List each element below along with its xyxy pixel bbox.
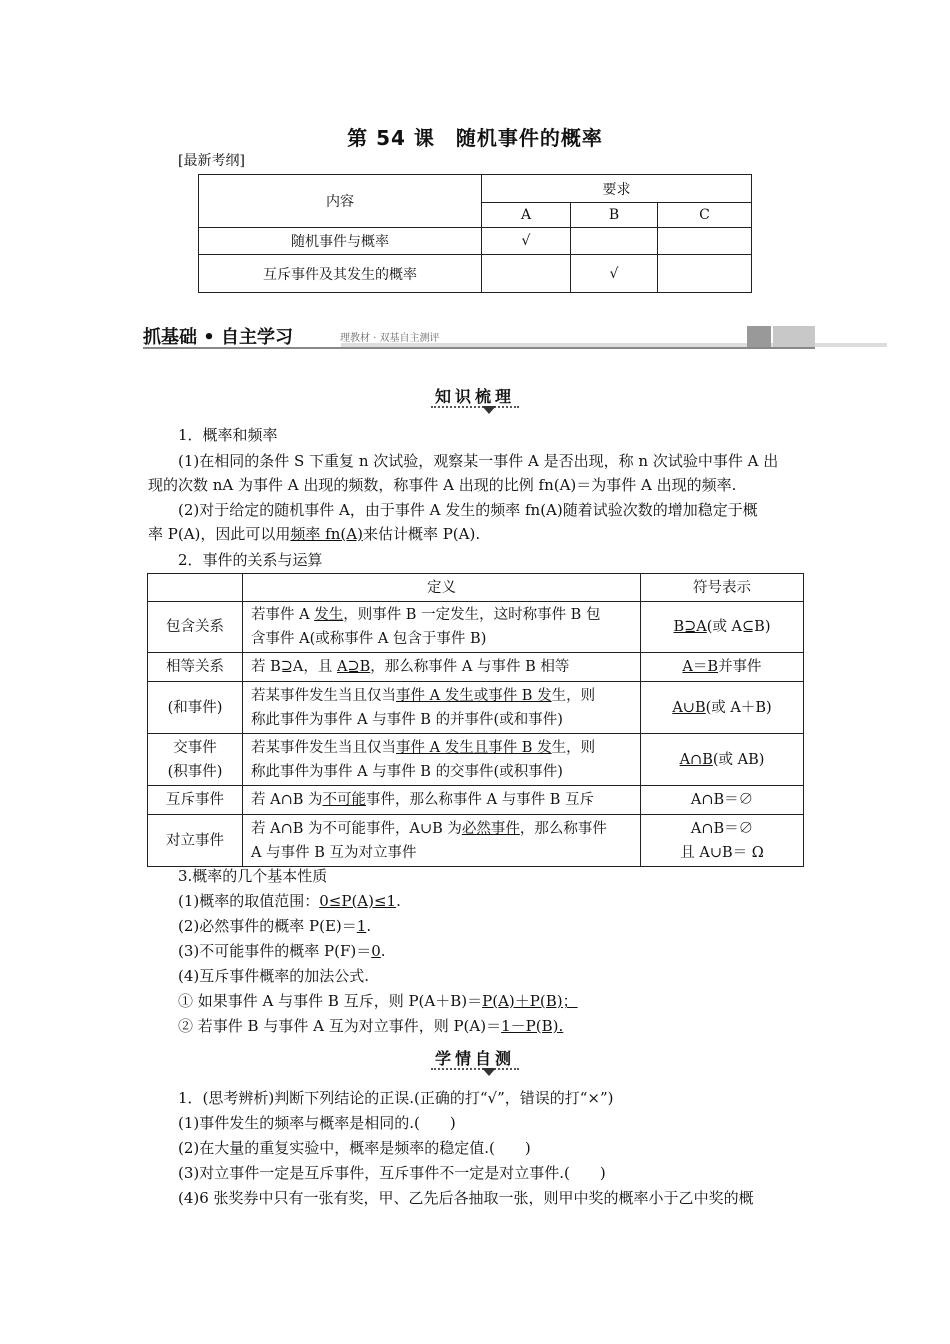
q1-item: (2)在大量的重复实验中，概率是频率的稳定值.( ) bbox=[178, 1139, 531, 1157]
triangle-icon bbox=[482, 406, 496, 414]
self-test-heading: 学情自测 bbox=[0, 1046, 950, 1069]
table-row: 包含关系 若事件 A 发生，则事件 B 一定发生，这时称事件 B 包 含事件 A(或称事件 A 包含于事件 B) B⊇A(或 A⊆B) bbox=[148, 602, 804, 653]
q1-item: (3)对立事件一定是互斥事件，互斥事件不一定是对立事件.( ) bbox=[178, 1164, 606, 1182]
level-b: B bbox=[571, 203, 658, 228]
syllabus-row-content: 随机事件与概率 bbox=[199, 228, 482, 255]
k3-line: (3)不可能事件的概率 P(F)＝0. bbox=[178, 942, 386, 960]
banner-subtitle: 理教材 · 双基自主测评 bbox=[340, 333, 440, 344]
banner-decor bbox=[773, 326, 815, 347]
table-row: 交事件 (积事件) 若某事件发生当且仅当事件 A 发生且事件 B 发生，则 称此事件为事件 A 与事件 B 的交事件(或积事件) A∩B(或 AB) bbox=[148, 734, 804, 786]
syllabus-row-content: 互斥事件及其发生的概率 bbox=[199, 255, 482, 293]
table-head-def: 定义 bbox=[243, 574, 641, 602]
section-banner bbox=[143, 323, 815, 349]
k3-title: 3.概率的几个基本性质 bbox=[178, 867, 328, 885]
k3-line: ① 如果事件 A 与事件 B 互斥，则 P(A＋B)＝P(A)＋P(B)； bbox=[178, 992, 578, 1010]
k2-title: 2．事件的关系与运算 bbox=[178, 551, 323, 569]
k1-para: (1)在相同的条件 S 下重复 n 次试验，观察某一事件 A 是否出现，称 n 次试验中事件 A 出 bbox=[178, 452, 779, 470]
syllabus-row-a bbox=[482, 255, 571, 293]
syllabus-row-b: √ bbox=[571, 255, 658, 293]
section-label: [最新考纲] bbox=[178, 153, 245, 169]
table-row: 对立事件 若 A∩B 为不可能事件，A∪B 为必然事件，那么称事件 A 与事件 B 互为对立事件 A∩B＝∅ 且 A∪B＝ Ω bbox=[148, 815, 804, 867]
k3-line: (4)互斥事件概率的加法公式. bbox=[178, 967, 370, 985]
q1-item: (4)6 张奖券中只有一张有奖，甲、乙先后各抽取一张，则甲中奖的概率小于乙中奖的概 bbox=[178, 1189, 754, 1207]
syllabus-row-c bbox=[658, 228, 752, 255]
k3-line: (1)概率的取值范围：0≤P(A)≤1. bbox=[178, 892, 401, 910]
table-row: 相等关系 若 B⊇A，且 A⊇B，那么称事件 A 与事件 B 相等 A＝B并事件 bbox=[148, 653, 804, 682]
k1-para: 率 P(A)，因此可以用频率 fn(A)来估计概率 P(A). bbox=[148, 525, 481, 543]
q1-title: 1．(思考辨析)判断下列结论的正误.(正确的打“√”，错误的打“×”) bbox=[178, 1089, 614, 1107]
page-title: 第 54 课 随机事件的概率 bbox=[347, 126, 603, 150]
syllabus-row-c bbox=[658, 255, 752, 293]
k3-line: (2)必然事件的概率 P(E)＝1. bbox=[178, 917, 372, 935]
banner-decor bbox=[747, 326, 771, 347]
syllabus-row-a: √ bbox=[482, 228, 571, 255]
level-c: C bbox=[658, 203, 752, 228]
k1-para: 现的次数 nA 为事件 A 出现的频数，称事件 A 出现的比例 fn(A)＝为事件 A 出现的频率. bbox=[148, 476, 737, 494]
relations-table bbox=[147, 573, 804, 867]
k1-para: (2)对于给定的随机事件 A，由于事件 A 发生的频率 fn(A)随着试验次数的增加稳定于概 bbox=[178, 501, 758, 519]
q1-item: (1)事件发生的频率与概率是相同的.( ) bbox=[178, 1114, 456, 1132]
table-head-sym: 符号表示 bbox=[641, 574, 804, 602]
knowledge-heading: 知识梳理 bbox=[0, 384, 950, 407]
syllabus-header-content: 内容 bbox=[199, 175, 482, 228]
table-row: 互斥事件 若 A∩B 为不可能事件，那么称事件 A 与事件 B 互斥 A∩B＝∅ bbox=[148, 786, 804, 815]
syllabus-row-b bbox=[571, 228, 658, 255]
table-row: (和事件) 若某事件发生当且仅当事件 A 发生或事件 B 发生，则 称此事件为事件 A 与事件 B 的并事件(或和事件) A∪B(或 A＋B) bbox=[148, 682, 804, 734]
syllabus-header-req: 要求 bbox=[482, 175, 752, 203]
level-a: A bbox=[482, 203, 571, 228]
banner-title: 抓基础 • 自主学习 bbox=[143, 327, 294, 348]
k1-title: 1．概率和频率 bbox=[178, 426, 278, 444]
syllabus-table bbox=[198, 174, 752, 293]
k3-line: ② 若事件 B 与事件 A 互为对立事件，则 P(A)＝1－P(B). bbox=[178, 1017, 564, 1035]
triangle-icon bbox=[482, 1068, 496, 1076]
